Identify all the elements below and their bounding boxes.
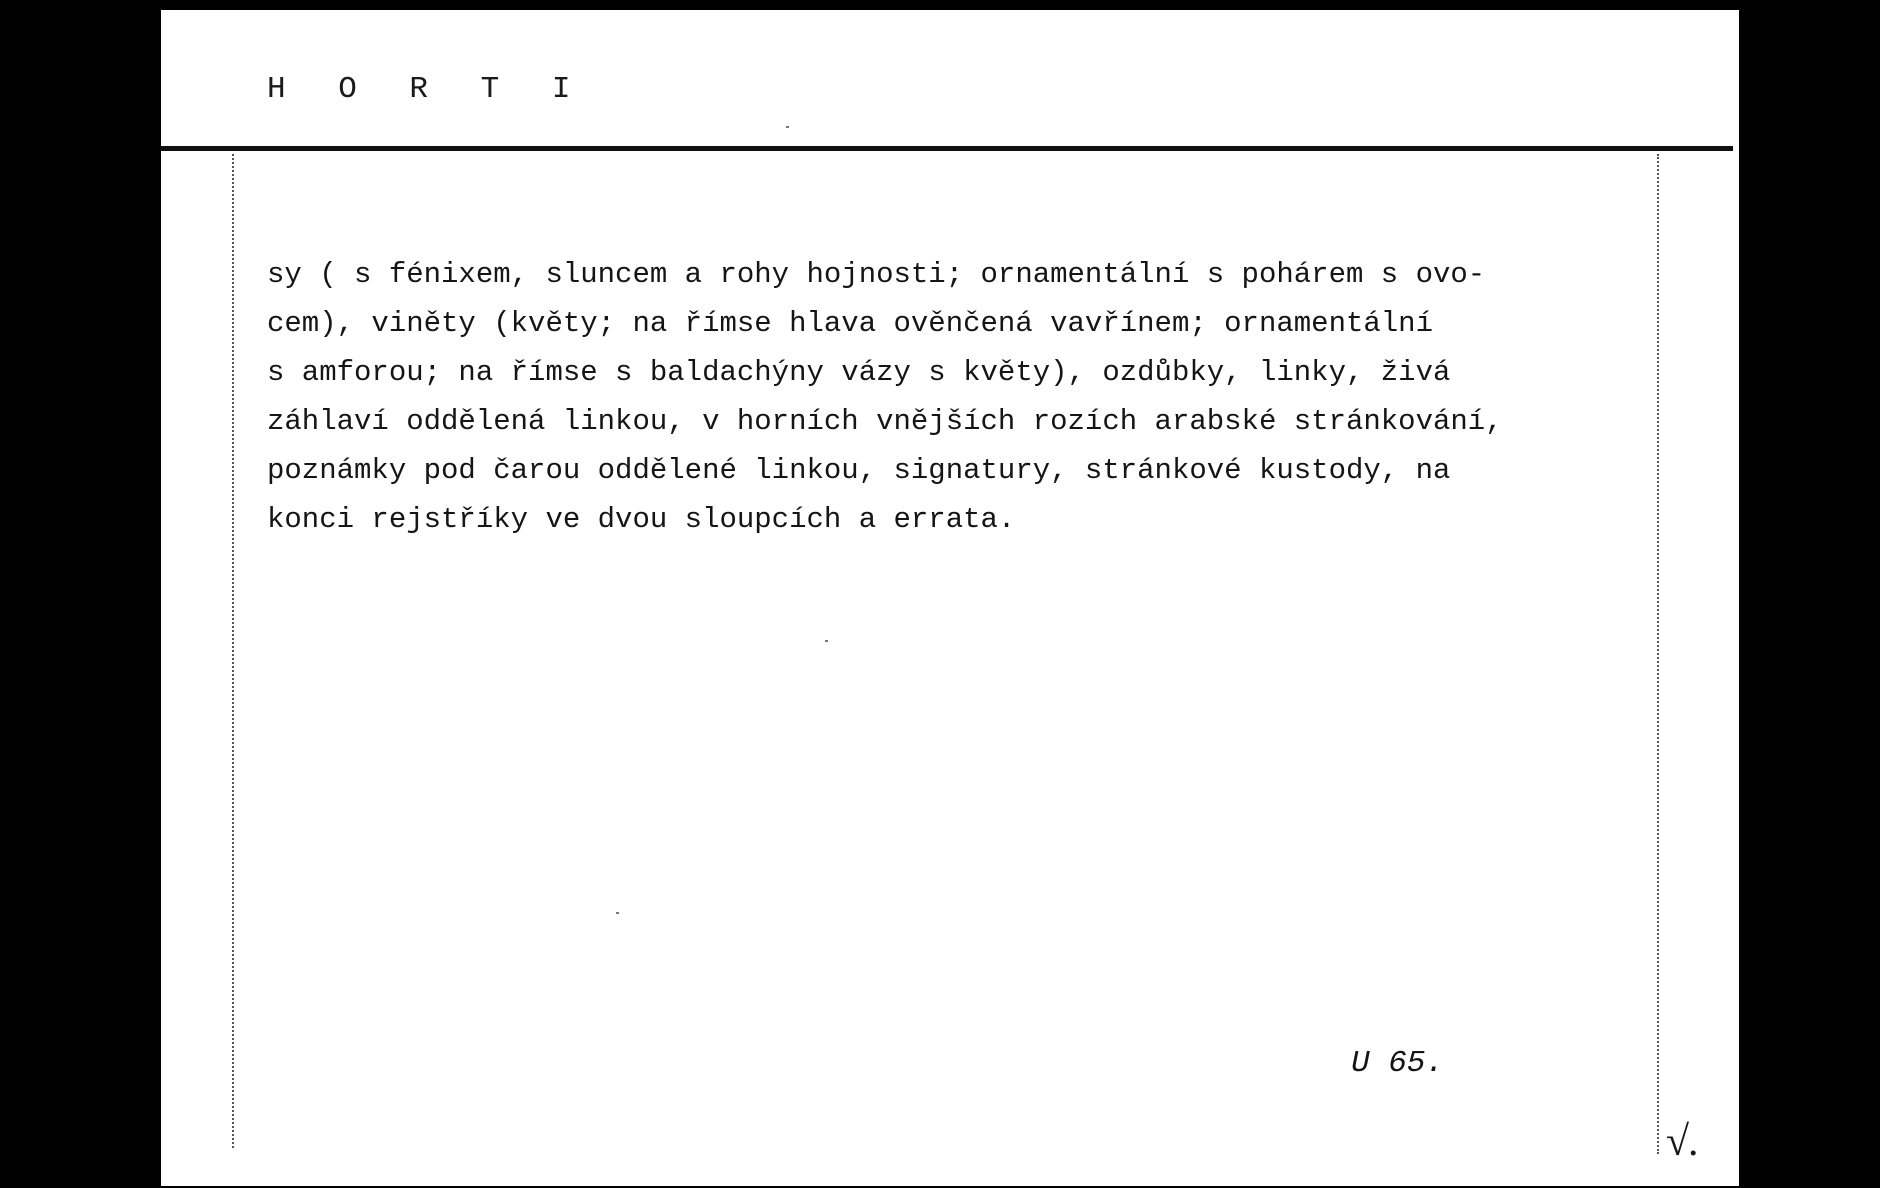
left-margin-line [232, 154, 234, 1148]
body-line: konci rejstříky ve dvou sloupcích a errata. [267, 503, 1016, 536]
body-line: záhlaví oddělená linkou, v horních vnějších rozích arabské stránkování, [267, 405, 1503, 438]
shelf-mark: U 65. [1351, 1046, 1445, 1081]
catalog-card [161, 10, 1739, 1186]
card-body [267, 250, 1667, 544]
heading-rule [161, 146, 1733, 151]
ink-speck [786, 126, 789, 128]
body-line: cem), viněty (květy; na římse hlava ověnčená vavřínem; ornamentální [267, 307, 1433, 340]
body-line: poznámky pod čarou oddělené linkou, signatury, stránkové kustody, na [267, 454, 1451, 487]
card-heading: H O R T I [267, 72, 588, 107]
ink-speck [616, 912, 619, 914]
corner-check-mark: √. [1666, 1119, 1700, 1165]
body-line: s amforou; na římse s baldachýny vázy s květy), ozdůbky, linky, živá [267, 356, 1451, 389]
ink-speck [825, 640, 828, 642]
body-line: sy ( s fénixem, sluncem a rohy hojnosti; ornamentální s pohárem s ovo- [267, 258, 1486, 291]
